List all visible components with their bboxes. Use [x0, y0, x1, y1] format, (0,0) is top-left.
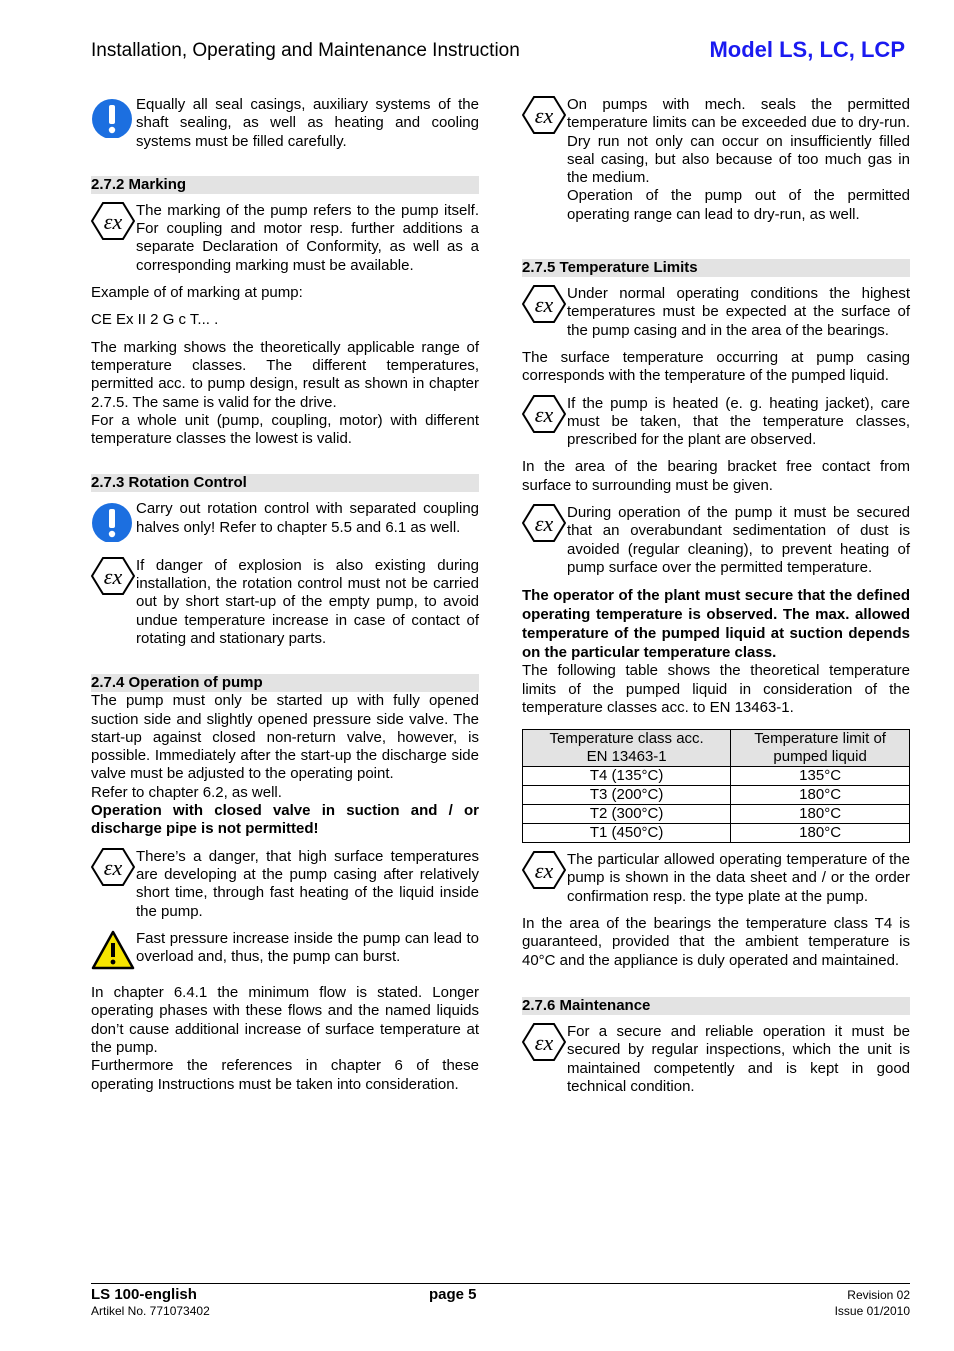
rotation-info-text: Carry out rotation control with separated coupling halves only! Refer to chapter 5.5 and 6.1 as well. [136, 500, 479, 536]
maintenance-ex-note [522, 1023, 910, 1096]
table-cell-limit: 180°C [731, 786, 910, 805]
footer-revision: Revision 02 [847, 1288, 910, 1302]
operation-ex-text: There’s a danger, that high surface temperatures are developing at the pump casing after relatively short time, through fast heating of the liquid inside the pump. [136, 847, 479, 920]
svg-text:εx: εx [103, 854, 123, 880]
ex-explosion-icon [522, 285, 567, 328]
ex-explosion-icon [522, 851, 567, 894]
table-cell-class: T2 (300°C) [523, 805, 731, 824]
svg-text:εx: εx [103, 563, 123, 589]
footer-page: page 5 [429, 1286, 477, 1303]
example-code: CE Ex II 2 G c T... . [91, 311, 219, 329]
marking-para2: For a whole unit (pump, coupling, motor) with different temperature classes the lowest is valid. [91, 411, 479, 448]
svg-text:εx: εx [534, 511, 554, 537]
mech-seal-text1: On pumps with mech. seals the permitted temperature limits can be exceeded due to dry-run. Dry run not only can occur on insufficiently filled seal casing, but also because of too much gas in the medium. [567, 96, 910, 187]
temp-ex-note4 [522, 851, 910, 906]
operation-warning-note [91, 930, 479, 975]
marking-para1: The marking shows the theoretically applicable range of temperature classes. The different temperatures, permitted acc. to pump design, result as shown in chapter 2.7.5. The same is valid for the drive. [91, 338, 479, 411]
warning-triangle-icon [91, 930, 136, 975]
table-row [523, 805, 910, 824]
operation-para4: Furthermore the references in chapter 6 of these operating Instructions must be taken into consideration. [91, 1057, 479, 1093]
document-title: Installation, Operating and Maintenance Instruction [91, 40, 520, 61]
ex-explosion-icon [522, 1023, 567, 1066]
rotation-ex-text: If danger of explosion is also existing during installation, the rotation control must not be carried out by short start-up of the empty pump, to avoid undue temperature increase in case of contact of rotating and stationary parts. [136, 556, 479, 647]
operation-bold: Operation with closed valve in suction and / or discharge pipe is not permitted! [91, 802, 479, 838]
footer-doc: LS 100-english [91, 1286, 197, 1303]
operation-ex-note [91, 848, 479, 921]
heading-temperature: 2.7.5 Temperature Limits [522, 259, 910, 277]
example-label: Example of of marking at pump: [91, 284, 303, 302]
table-header-limit: Temperature limit of pumped liquid [731, 730, 910, 767]
temp-ex-text4: The particular allowed operating temperature of the pump is shown in the data sheet and / or the order confirmation resp. the type plate at the pump. [567, 851, 910, 905]
svg-text:εx: εx [534, 103, 554, 128]
table-row [523, 767, 910, 786]
mech-seal-ex-note [522, 96, 910, 224]
temp-para2: In the area of the bearing bracket free contact from surface to surrounding must be given. [522, 458, 910, 494]
ex-explosion-icon [91, 848, 136, 891]
model-title: Model LS, LC, LCP [709, 37, 905, 62]
temp-ex-text1: Under normal operating conditions the highest temperatures must be expected at the surface of the pump casing and in the area of the bearings. [567, 285, 910, 339]
temperature-table [522, 729, 910, 843]
temp-para1: The surface temperature occurring at pump casing corresponds with the temperature of the pumped liquid. [522, 348, 910, 385]
left-column [91, 96, 479, 1094]
temp-para4: In the area of the bearings the temperature class T4 is guaranteed, provided that the ambient temperature is 40°C and the appliance is duly operated and maintained. [522, 915, 910, 969]
svg-text:εx: εx [534, 401, 554, 427]
heading-operation: 2.7.4 Operation of pump [91, 674, 479, 692]
ex-explosion-icon [91, 202, 136, 245]
footer-issue: Issue 01/2010 [834, 1304, 910, 1318]
temp-ex-text2: If the pump is heated (e. g. heating jacket), care must be taken, that the temperature classes, prescribed for the plant are observed. [567, 394, 910, 449]
table-header-row [523, 730, 910, 767]
ex-explosion-icon [91, 557, 136, 600]
temp-ex-note1 [522, 285, 910, 340]
temp-ex-text3: During operation of the pump it must be secured that an overabundant sedimentation of dust is avoided (regular cleaning), to prevent heating of pump surface over the permitted temperature. [567, 504, 910, 576]
svg-text:εx: εx [534, 858, 554, 884]
svg-text:εx: εx [103, 208, 123, 234]
table-cell-class: T3 (200°C) [523, 786, 731, 805]
maintenance-ex-text: For a secure and reliable operation it must be secured by regular inspections, which the unit is maintained competently and is kept in good technical condition. [567, 1022, 910, 1095]
rotation-ex-note [91, 557, 479, 648]
marking-ex-note [91, 202, 479, 275]
temp-bold: The operator of the plant must secure that the defined operating temperature is observed. The max. allowed temperature of the pumped liquid at suction depends on the particular temperature class. [522, 587, 910, 662]
seal-note-text: Equally all seal casings, auxiliary systems of the shaft sealing, as well as heating and cooling systems must be filled carefully. [136, 96, 479, 150]
table-header-class: Temperature class acc. EN 13463-1 [523, 730, 731, 767]
heading-maintenance: 2.7.6 Maintenance [522, 997, 910, 1015]
svg-text:εx: εx [534, 292, 554, 318]
table-cell-class: T1 (450°C) [523, 824, 731, 843]
operation-warning-text: Fast pressure increase inside the pump can lead to overload and, thus, the pump can burst. [136, 929, 479, 966]
exclamation-icon [91, 500, 136, 547]
svg-text:εx: εx [534, 1029, 554, 1055]
mech-seal-text2: Operation of the pump out of the permitted operating range can lead to dry-run, as well. [567, 187, 910, 223]
footer-divider [91, 1283, 910, 1284]
temp-ex-note3 [522, 504, 910, 577]
table-row [523, 786, 910, 805]
temp-para3: The following table shows the theoretical temperature limits of the pumped liquid in consideration of the temperature classes acc. to EN 13463-1. [522, 662, 910, 716]
table-cell-limit: 180°C [731, 805, 910, 824]
heading-rotation: 2.7.3 Rotation Control [91, 474, 479, 492]
operation-para3: In chapter 6.4.1 the minimum flow is stated. Longer operating phases with these flows and the named liquids don’t cause additional increase of surface temperature at the pump. [91, 984, 479, 1056]
seal-note [91, 96, 479, 151]
exclamation-icon [91, 96, 136, 143]
temp-ex-note2 [522, 395, 910, 450]
table-row [523, 824, 910, 843]
heading-marking: 2.7.2 Marking [91, 176, 479, 194]
ex-explosion-icon [522, 395, 567, 438]
ex-explosion-icon [522, 504, 567, 547]
rotation-info-note [91, 500, 479, 547]
footer-article: Artikel No. 771073402 [91, 1304, 210, 1318]
table-cell-limit: 180°C [731, 824, 910, 843]
marking-ex-text: The marking of the pump refers to the pump itself. For coupling and motor resp. further additions a separate Declaration of Conformity, as well as a corresponding marking must be available. [136, 201, 479, 274]
right-column [522, 96, 910, 1105]
table-cell-class: T4 (135°C) [523, 767, 731, 786]
operation-para2: Refer to chapter 6.2, as well. [91, 783, 282, 801]
ex-explosion-icon [522, 96, 567, 139]
table-cell-limit: 135°C [731, 767, 910, 786]
operation-para1: The pump must only be started up with fully opened suction side and slightly opened pressure side valve. The start-up against closed non-return valve, however, is possible. Immediately after the start-up the discharge side valve must be adjusted to the operating point. [91, 692, 479, 783]
